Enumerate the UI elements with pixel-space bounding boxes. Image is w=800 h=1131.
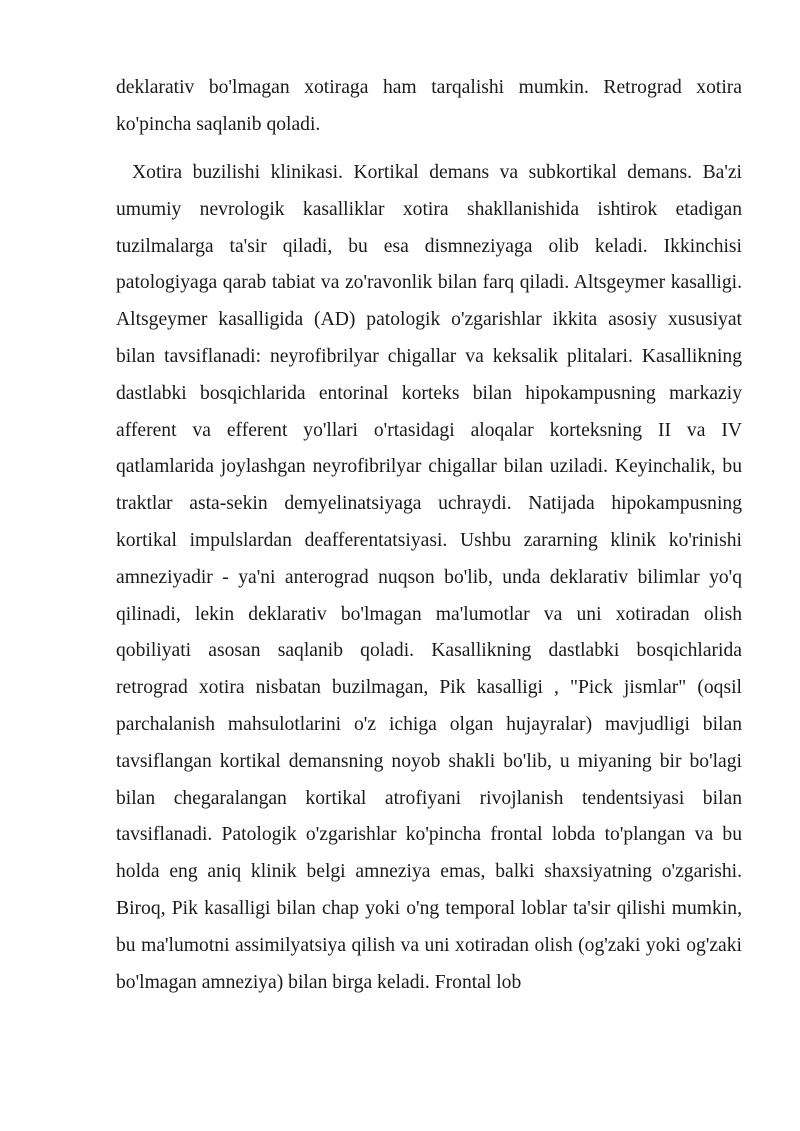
- paragraph-continuation: deklarativ bo'lmagan xotiraga ham tarqalishi mumkin. Retrograd xotira ko'pincha saqlanib qoladi.: [116, 77, 742, 135]
- paragraph-memory-disorders: Xotira buzilishi klinikasi. Kortikal demans va subkortikal demans. Ba'zi umumiy nevrologik kasalliklar xotira shakllanishida ishtirok etadigan tuzilmalarga ta'sir qiladi, bu esa dismneziyaga olib keladi. Ikkinchisi patologiyaga qarab tabiat va zo'ravonlik bilan farq qiladi. Altsgeymer kasalligi. Altsgeymer kasalligida (AD) patologik o'zgarishlar ikkita asosiy xususiyat bilan tavsiflanadi: neyrofibrilyar chigallar va keksalik plitalari. Kasallikning dastlabki bosqichlarida entorinal korteks bilan hipokampusning markaziy afferent va efferent yo'llari o'rtasidagi aloqalar korteksning II va IV qatlamlarida joylashgan neyrofibrilyar chigallar bilan uziladi. Keyinchalik, bu traktlar asta-sekin demyelinatsiyaga uchraydi. Natijada hipokampusning kortikal impulslardan deafferentatsiyasi. Ushbu zararning klinik ko'rinishi amneziyadir - ya'ni anterograd nuqson bo'lib, unda deklarativ bilimlar yo'q qilinadi, lekin deklarativ bo'lmagan ma'lumotlar va uni xotiradan olish qobiliyati asosan saqlanib qoladi. Kasallikning dastlabki bosqichlarida retrograd xotira nisbatan buzilmagan, Pik kasalligi , "Pick jismlar" (oqsil parchalanish mahsulotlarini o'z ichiga olgan hujayralar) mavjudligi bilan tavsiflangan kortikal demansning noyob shakli bo'lib, u miyaning bir bo'lagi bilan chegaralangan kortikal atrofiyani rivojlanish tendentsiyasi bilan tavsiflanadi. Patologik o'zgarishlar ko'pincha frontal lobda to'plangan va bu holda eng aniq klinik belgi amneziya emas, balki shaxsiyatning o'zgarishi. Biroq, Pik kasalligi bilan chap yoki o'ng temporal loblar ta'sir qilishi mumkin, bu ma'lumotni assimilyatsiya qilish va uni xotiradan olish (og'zaki yoki og'zaki bo'lmagan amneziya) bilan birga keladi. Frontal lob: [116, 162, 742, 993]
